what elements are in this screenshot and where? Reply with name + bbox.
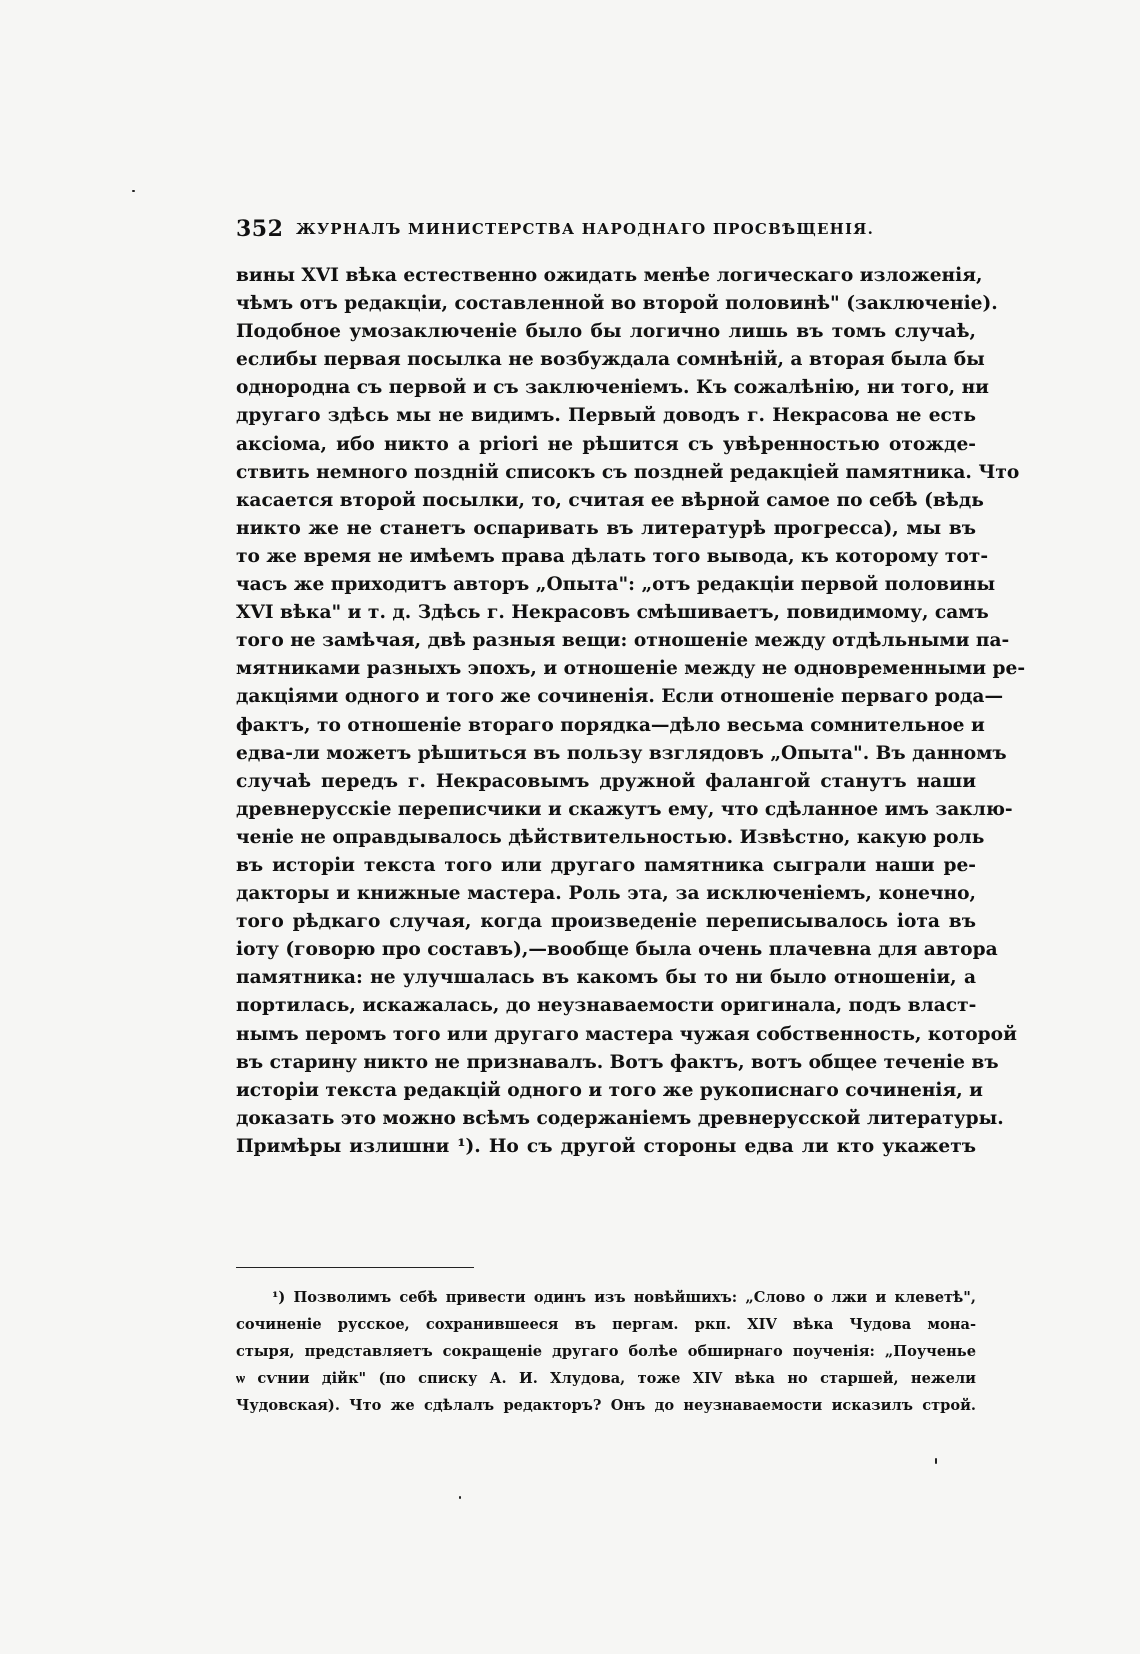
text-line: мятниками разныхъ эпохъ, и отношеніе между не одновременными ре- (236, 658, 1026, 680)
footnote-line: ¹) Позволимъ себѣ привести одинъ изъ новѣйшихъ: „Слово о лжи и клеветѣ", (272, 1289, 976, 1306)
text-line: фактъ, то отношеніе втораго порядка—дѣло весьма сомнительное и (236, 714, 985, 736)
text-line: аксіома, ибо никто a priori не рѣшится съ увѣренностью отожде- (236, 433, 976, 455)
text-line: едва-ли можетъ рѣшиться въ пользу взглядовъ „Опыта". Въ данномъ (236, 742, 1007, 764)
text-line: портилась, искажалась, до неузнаваемости оригинала, подъ власт- (236, 995, 977, 1017)
text-line: ченіе не оправдывалось дѣйствительностью. Извѣстно, какую роль (236, 826, 985, 848)
text-line: нымъ перомъ того или другаго мастера чужая собственность, которой (236, 1023, 1017, 1045)
text-line: древнерусскіе переписчики и скажутъ ему, что сдѣланное имъ заклю- (236, 798, 1013, 820)
page-number: 352 (236, 216, 284, 242)
text-line: памятника: не улучшалась въ какомъ бы то ни было отношеніи, а (236, 967, 976, 989)
text-line: ствить немного поздній списокъ съ поздней редакціей памятника. Что (236, 461, 1020, 483)
scan-speck (132, 190, 135, 192)
text-line: іоту (говорю про составъ),—вообще была очень плачевна для автора (236, 939, 998, 961)
running-head: ЖУРНАЛЪ МИНИСТЕРСТВА НАРОДНАГО ПРОСВѢЩЕНІЯ. (296, 220, 875, 238)
text-line: доказать это можно всѣмъ содержаніемъ древнерусской литературы. (236, 1107, 1004, 1129)
scan-speck (459, 1496, 461, 1499)
text-line: дакторы и книжные мастера. Роль эта, за исключеніемъ, конечно, (236, 883, 976, 905)
text-line: касается второй посылки, то, считая ее вѣрной самое по себѣ (вѣдь (236, 489, 984, 511)
text-line: еслибы первая посылка не возбуждала сомнѣній, а вторая была бы (236, 349, 985, 371)
text-line: того рѣдкаго случая, когда произведеніе переписывалось іота въ (236, 911, 976, 933)
text-line: Подобное умозаключеніе было бы логично лишь въ томъ случаѣ, (236, 321, 976, 343)
footnote (236, 1284, 976, 1419)
text-line: никто же не станетъ оспаривать въ литературѣ прогресса), мы въ (236, 517, 976, 539)
scan-speck (935, 1458, 937, 1464)
footnote-line: сочиненіе русское, сохранившееся въ пергам. ркп. XIV вѣка Чудова мона- (236, 1316, 976, 1333)
text-line: исторіи текста редакцій одного и того же рукописнаго сочиненія, и (236, 1079, 983, 1101)
text-line: въ старину никто не признавалъ. Вотъ фактъ, вотъ общее теченіе въ (236, 1051, 999, 1073)
text-line: случаѣ передъ г. Некрасовымъ дружной фалангой станутъ наши (236, 770, 976, 792)
text-line: чѣмъ отъ редакціи, составленной во второй половинѣ" (заключеніе). (236, 293, 998, 315)
footnote-rule (236, 1267, 474, 1268)
text-line: дакціями одного и того же сочиненія. Если отношеніе перваго рода— (236, 686, 1004, 708)
footnote-line: Чудовская). Что же сдѣлалъ редакторъ? Онъ до неузнаваемости исказилъ строй. (236, 1397, 976, 1414)
text-line: вины XVI вѣка естественно ожидать менѣе логическаго изложенія, (236, 265, 983, 286)
text-line: того не замѣчая, двѣ разныя вещи: отношеніе между отдѣльными па- (236, 630, 1010, 652)
text-line: другаго здѣсь мы не видимъ. Первый доводъ г. Некрасова не есть (236, 405, 976, 427)
text-line: часъ же приходитъ авторъ „Опыта": „отъ редакціи первой половины (236, 574, 996, 596)
text-line: однородна съ первой и съ заключеніемъ. Къ сожалѣнію, ни того, ни (236, 377, 989, 399)
body-text (236, 262, 1026, 1161)
text-line: XVI вѣка" и т. д. Здѣсь г. Некрасовъ смѣшиваетъ, повидимому, самъ (236, 602, 989, 624)
page-header (236, 216, 976, 250)
footnote-line: ѡ сѵнии дійк" (по списку А. И. Хлудова, тоже XIV вѣка но старшей, нежели (236, 1370, 976, 1387)
footnote-line: стыря, представляетъ сокращеніе другаго болѣе обширнаго поученія: „Поученье (236, 1343, 976, 1360)
text-line: то же время не имѣемъ права дѣлать того вывода, къ которому тот- (236, 545, 989, 567)
text-line: Примѣры излишни ¹). Но съ другой стороны едва ли кто укажетъ (236, 1135, 976, 1157)
text-line: въ исторіи текста того или другаго памятника сыграли наши ре- (236, 854, 976, 876)
